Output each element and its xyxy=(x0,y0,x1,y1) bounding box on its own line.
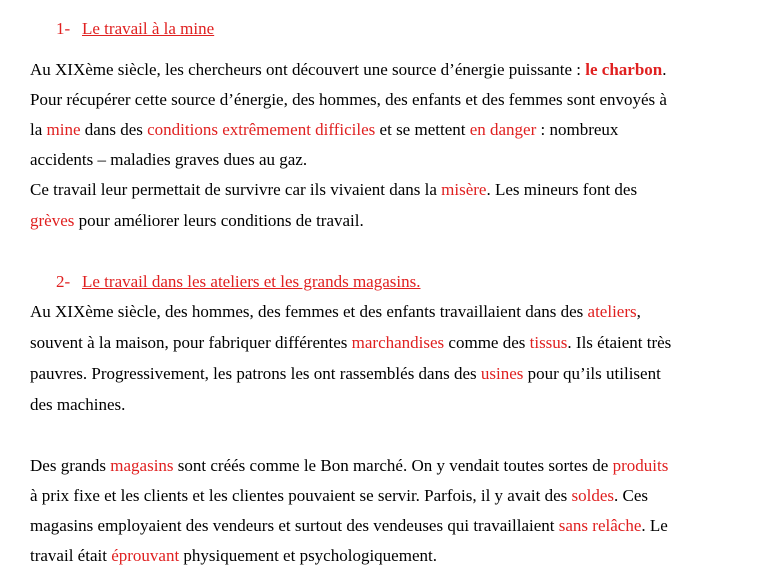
text-segment: Au XIXème siècle, des hommes, des femmes et des enfants travaillaient dans des xyxy=(30,302,588,321)
section-1-title: Le travail à la mine xyxy=(82,19,215,38)
text-segment: . Le xyxy=(641,516,668,535)
paragraph-line xyxy=(30,395,125,415)
text-segment: : nombreux xyxy=(536,120,619,139)
text-segment: et se mettent xyxy=(375,120,470,139)
text-segment: , xyxy=(636,302,641,321)
text-segment: . xyxy=(662,60,667,79)
text-segment: pour qu’ils utilisent xyxy=(523,364,661,383)
section-2-title: Le travail dans les ateliers et les grands magasins. xyxy=(82,272,421,291)
text-segment: Pour récupérer cette source d’énergie, des hommes, des enfants et des femmes sont envoyés à xyxy=(30,90,667,109)
text-segment: des machines. xyxy=(30,395,126,414)
text-segment: dans des xyxy=(80,120,148,139)
highlighted-term: marchandises xyxy=(351,333,445,352)
text-segment: à prix fixe et les clients et les clientes pouvaient se servir. Parfois, il y avait des xyxy=(30,486,572,505)
highlighted-term: produits xyxy=(612,456,669,475)
highlighted-term: mine xyxy=(46,120,81,139)
paragraph-line xyxy=(30,486,648,506)
paragraph-line xyxy=(30,302,641,322)
paragraph-line xyxy=(30,120,618,140)
text-segment: la xyxy=(30,120,47,139)
text-segment: pauvres. Progressivement, les patrons les ont rassemblés dans des xyxy=(30,364,481,383)
paragraph-line xyxy=(30,211,364,231)
text-segment: accidents – maladies graves dues au gaz. xyxy=(30,150,308,169)
paragraph-line xyxy=(30,90,667,110)
text-segment: . Ils étaient très xyxy=(567,333,672,352)
text-segment: comme des xyxy=(444,333,530,352)
highlighted-term: ateliers xyxy=(587,302,637,321)
text-segment: Des grands xyxy=(30,456,111,475)
highlighted-term: en danger xyxy=(469,120,537,139)
section-1-heading xyxy=(56,19,214,39)
highlighted-term: conditions extrêmement difficiles xyxy=(147,120,376,139)
highlighted-term: usines xyxy=(480,364,524,383)
highlighted-term: le charbon xyxy=(585,60,663,79)
paragraph-line xyxy=(30,333,671,353)
highlighted-term: éprouvant xyxy=(111,546,180,565)
paragraph-line xyxy=(30,364,661,384)
text-segment: pour améliorer leurs conditions de travail. xyxy=(74,211,364,230)
highlighted-term: tissus xyxy=(529,333,568,352)
paragraph-line xyxy=(30,150,307,170)
paragraph-line xyxy=(30,180,637,200)
paragraph-line xyxy=(30,546,437,566)
text-segment: sont créés comme le Bon marché. On y vendait toutes sortes de xyxy=(173,456,613,475)
text-segment: magasins employaient des vendeurs et surtout des vendeuses qui travaillaient xyxy=(30,516,559,535)
text-segment: . Les mineurs font des xyxy=(486,180,638,199)
paragraph-line xyxy=(30,516,668,536)
section-2-number: 2- xyxy=(56,272,71,291)
section-1-number: 1- xyxy=(56,19,71,38)
highlighted-term: soldes xyxy=(571,486,614,505)
paragraph-line xyxy=(30,60,667,80)
highlighted-term: magasins xyxy=(110,456,174,475)
highlighted-term: grèves xyxy=(30,211,75,230)
text-segment: Au XIXème siècle, les chercheurs ont découvert une source d’énergie puissante : xyxy=(30,60,586,79)
text-segment: physiquement et psychologiquement. xyxy=(179,546,437,565)
text-segment: souvent à la maison, pour fabriquer différentes xyxy=(30,333,352,352)
text-segment: Ce travail leur permettait de survivre car ils vivaient dans la xyxy=(30,180,442,199)
highlighted-term: sans relâche xyxy=(558,516,642,535)
paragraph-line xyxy=(30,456,668,476)
text-segment: travail était xyxy=(30,546,112,565)
highlighted-term: misère xyxy=(441,180,487,199)
section-2-heading xyxy=(56,272,420,292)
text-segment: . Ces xyxy=(614,486,648,505)
